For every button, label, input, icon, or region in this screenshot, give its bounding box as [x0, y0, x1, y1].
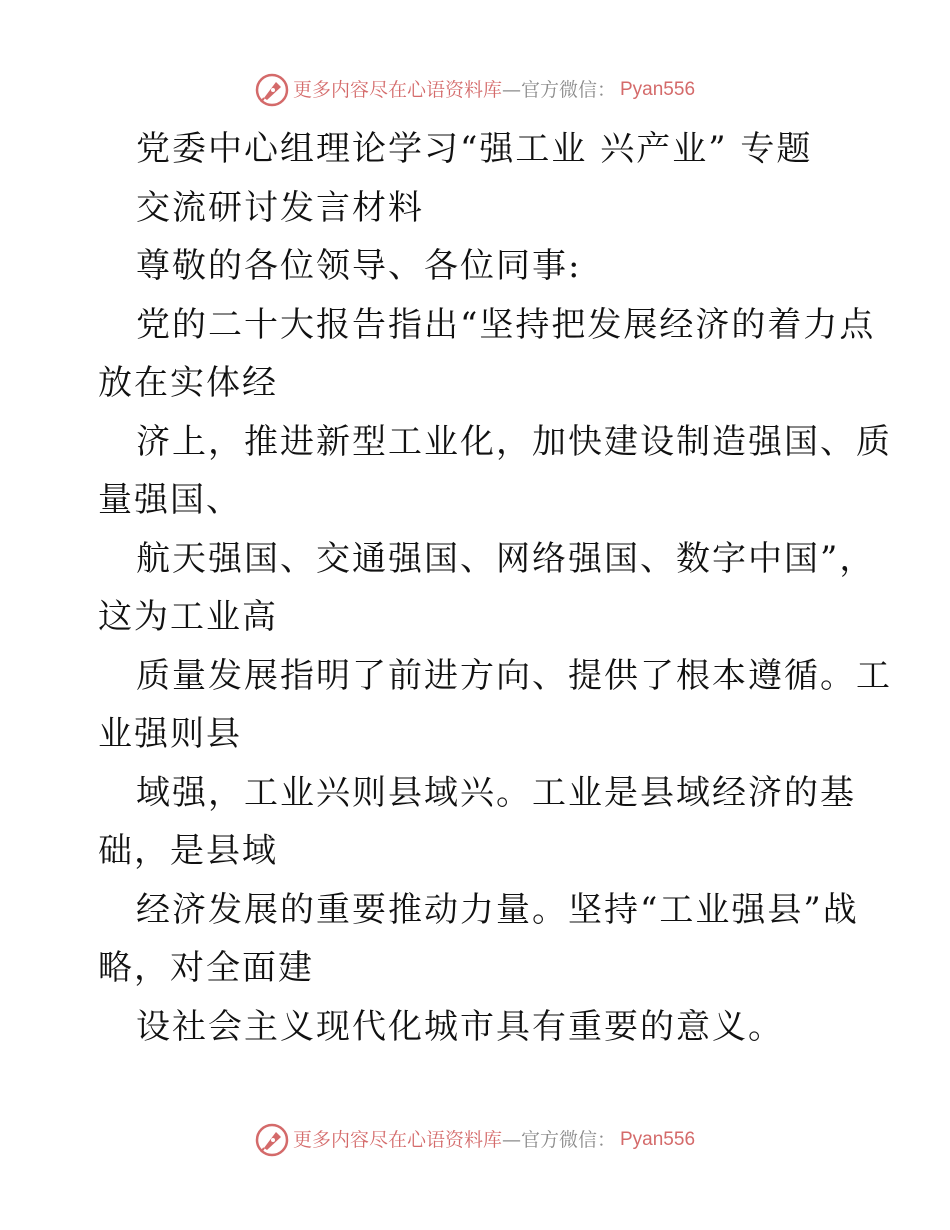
document-title-line-2: 交流研讨发言材料	[136, 187, 424, 228]
header-watermark	[0, 70, 950, 110]
paragraph-line: 党的二十大报告指出“坚持把发展经济的着力点	[136, 304, 876, 345]
paragraph-line: 这为工业高	[98, 597, 278, 637]
paragraph-line: 业强则县	[98, 714, 242, 754]
paragraph-line: 航天强国、交通强国、网络强国、数字中国”，	[136, 538, 876, 579]
watermark-separator: —官方微信：	[501, 1129, 616, 1151]
footer-watermark	[0, 1120, 950, 1160]
paragraph-line: 略，对全面建	[98, 948, 314, 988]
watermark-separator: —官方微信：	[501, 79, 616, 101]
pen-nib-icon	[255, 1123, 289, 1157]
watermark-wechat-id: Pyan556	[620, 79, 696, 100]
document-body	[98, 120, 892, 1056]
paragraph-line: 础，是县域	[98, 831, 278, 871]
document-title-line-1: 党委中心组理论学习“强工业 兴产业” 专题	[136, 129, 813, 169]
watermark-title: 更多内容尽在心语资料库	[292, 1129, 502, 1151]
salutation: 尊敬的各位领导、各位同事:	[136, 246, 582, 286]
watermark-title: 更多内容尽在心语资料库	[292, 79, 502, 101]
paragraph-line: 质量发展指明了前进方向、提供了根本遵循。工	[136, 655, 892, 696]
watermark-wechat-id: Pyan556	[620, 1129, 696, 1150]
paragraph-line: 域强，工业兴则县域兴。工业是县域经济的基	[136, 772, 856, 813]
pen-nib-icon	[255, 73, 289, 107]
paragraph-line: 济上，推进新型工业化，加快建设制造强国、质	[136, 421, 892, 462]
paragraph-line: 设社会主义现代化城市具有重要的意义。	[136, 1006, 784, 1047]
paragraph-line: 放在实体经	[98, 363, 278, 403]
paragraph-line: 量强国、	[98, 480, 242, 520]
paragraph-line: 经济发展的重要推动力量。坚持“工业强县”战	[136, 889, 859, 930]
